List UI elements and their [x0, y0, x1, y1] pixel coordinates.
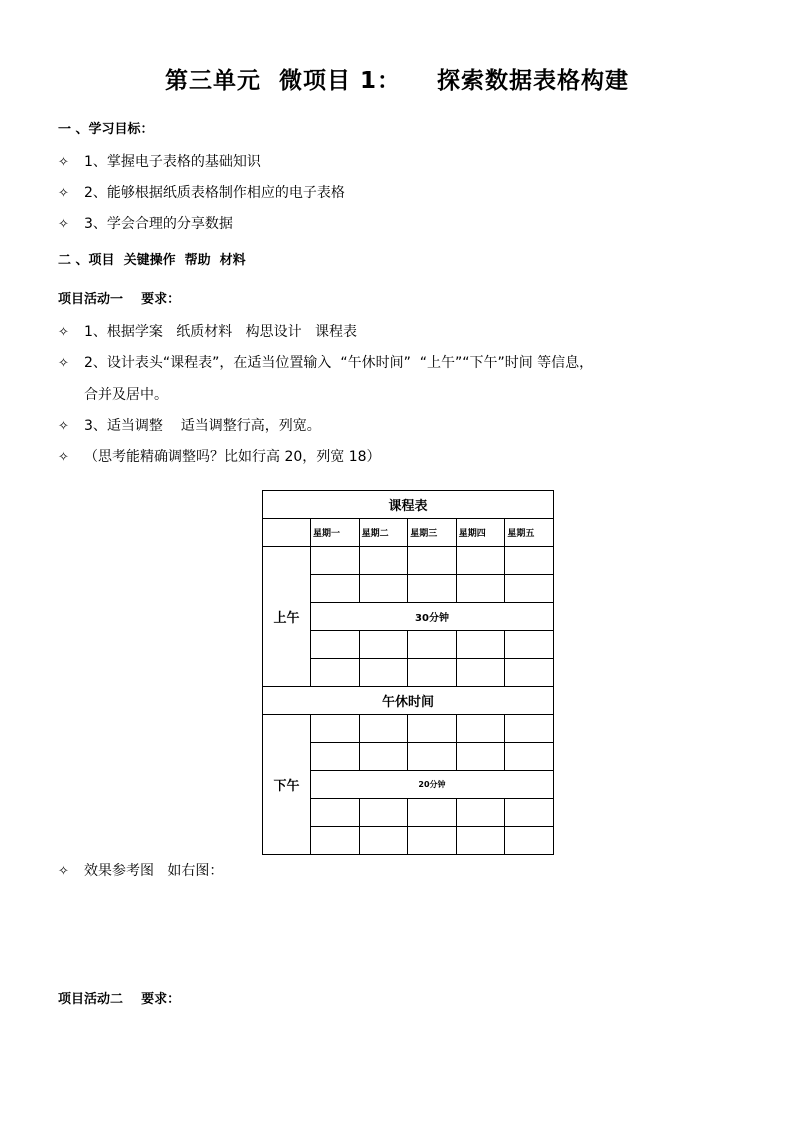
bullet-icon: ✧ [58, 356, 69, 371]
table-cell [456, 827, 505, 855]
table-cell [456, 743, 505, 771]
requirement-text: 2、设计表头“课程表”，在适当位置输入 “午休时间” “上午”“下午”时间 等信息， [84, 355, 594, 371]
goal-item [58, 151, 261, 171]
table-cell [456, 799, 505, 827]
table-cell [505, 547, 554, 575]
table-cell [456, 631, 505, 659]
requirement-text: 1、根据学案 纸质材料 构思设计 课程表 [84, 324, 357, 340]
goal-item-text: 2、能够根据纸质表格制作相应的电子表格 [84, 185, 345, 201]
table-cell [359, 547, 408, 575]
table-cell [359, 575, 408, 603]
table-cell [456, 547, 505, 575]
day-header: 星期五 [505, 519, 554, 547]
bullet-icon: ✧ [58, 186, 69, 201]
afternoon-break: 20分钟 [311, 771, 554, 799]
table-cell [408, 799, 457, 827]
table-cell [408, 715, 457, 743]
table-cell [408, 631, 457, 659]
goal-item [58, 182, 345, 202]
table-cell [408, 743, 457, 771]
bullet-icon: ✧ [58, 155, 69, 170]
table-cell [456, 575, 505, 603]
table-cell [408, 659, 457, 687]
bullet-icon: ✧ [58, 864, 69, 879]
table-cell [408, 547, 457, 575]
goal-item-text: 1、掌握电子表格的基础知识 [84, 154, 261, 170]
bullet-icon: ✧ [58, 325, 69, 340]
page-title: 第三单元 微项目 1： 探索数据表格构建 [164, 68, 630, 94]
table-cell [408, 827, 457, 855]
day-header: 星期四 [456, 519, 505, 547]
bullet-icon: ✧ [58, 450, 69, 465]
requirement-item [58, 446, 381, 466]
table-cell [505, 743, 554, 771]
activity1-heading: 项目活动一 要求： [58, 292, 181, 307]
table-cell [311, 547, 360, 575]
goal-item-text: 3、学会合理的分享数据 [84, 216, 233, 232]
result-reference [58, 860, 223, 880]
table-cell [505, 715, 554, 743]
table-cell [505, 631, 554, 659]
noon-break: 午休时间 [263, 687, 554, 715]
table-cell [456, 715, 505, 743]
table-cell [359, 827, 408, 855]
activity2-heading: 项目活动二 要求： [58, 992, 181, 1007]
bullet-icon: ✧ [58, 419, 69, 434]
result-reference-text: 效果参考图 如右图： [84, 863, 224, 879]
table-cell [359, 799, 408, 827]
requirement-text: 3、适当调整 适当调整行高，列宽。 [84, 418, 321, 434]
day-header: 星期一 [311, 519, 360, 547]
table-cell [359, 631, 408, 659]
table-cell [311, 659, 360, 687]
requirement-item [58, 415, 321, 435]
morning-label: 上午 [263, 547, 311, 687]
section-heading-goals: 一 、学习目标： [58, 122, 154, 137]
schedule-caption: 课程表 [263, 491, 554, 519]
day-header: 星期三 [408, 519, 457, 547]
table-cell [311, 743, 360, 771]
table-cell [359, 715, 408, 743]
table-cell [456, 659, 505, 687]
requirement-item [58, 321, 357, 341]
schedule-table [262, 490, 554, 855]
table-cell [359, 659, 408, 687]
requirement-text: （思考能精确调整吗？比如行高 20，列宽 18） [84, 449, 381, 465]
table-cell [311, 575, 360, 603]
morning-break: 30分钟 [311, 603, 554, 631]
table-cell [359, 743, 408, 771]
requirement-item [58, 352, 593, 372]
table-cell [311, 631, 360, 659]
afternoon-label: 下午 [263, 715, 311, 855]
table-cell [311, 799, 360, 827]
table-cell [311, 827, 360, 855]
table-cell [505, 659, 554, 687]
section-heading-project: 二 、项目 关键操作 帮助 材料 [58, 253, 246, 268]
corner-cell [263, 519, 311, 547]
table-cell [505, 575, 554, 603]
table-cell [408, 575, 457, 603]
goal-item [58, 213, 233, 233]
day-header: 星期二 [359, 519, 408, 547]
table-cell [505, 799, 554, 827]
table-cell [311, 715, 360, 743]
table-cell [505, 827, 554, 855]
requirement-continuation: 合并及居中。 [84, 387, 168, 403]
bullet-icon: ✧ [58, 217, 69, 232]
